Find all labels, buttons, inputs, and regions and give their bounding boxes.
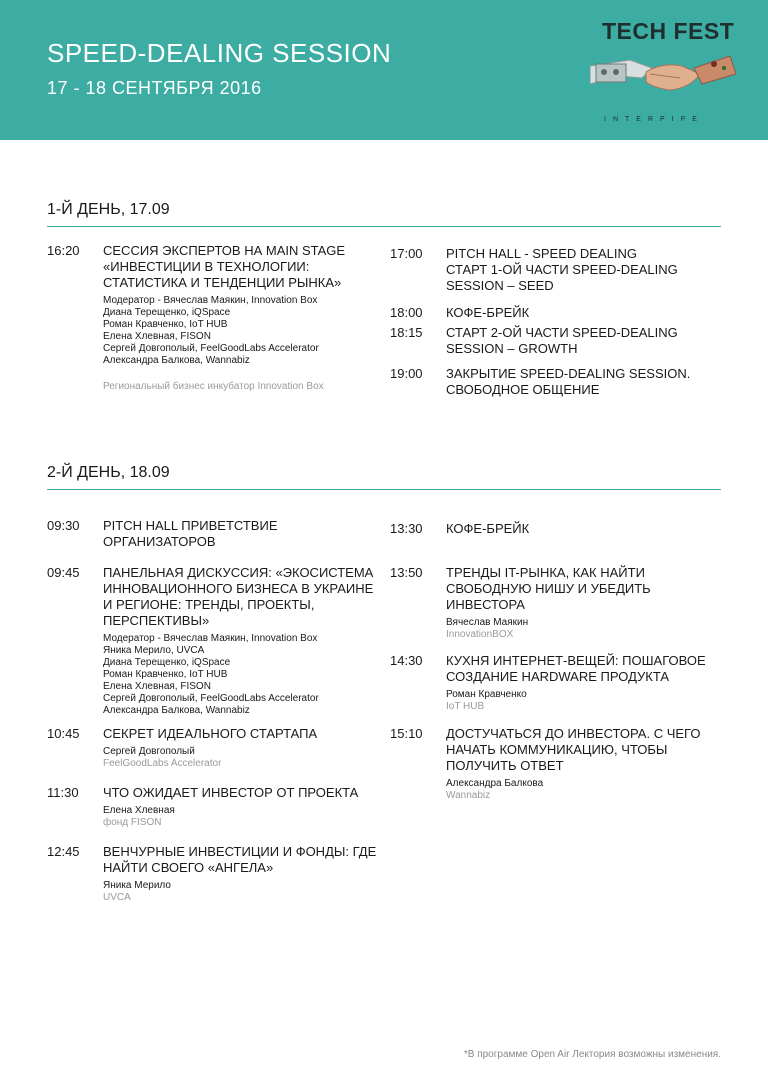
session-title: СЕССИЯ ЭКСПЕРТОВ НА MAIN STAGE «ИНВЕСТИЦИИ В ТЕХНОЛОГИИ: СТАТИСТИКА И ТЕНДЕНЦИИ РЫНКА» bbox=[103, 243, 346, 290]
session-title: PITCH HALL ПРИВЕТСТВИЕ ОРГАНИЗАТОРОВ bbox=[103, 518, 278, 549]
session-title: КОФЕ-БРЕЙК bbox=[446, 521, 530, 536]
handshake-icon bbox=[590, 44, 740, 114]
speaker-org: фонд FISON bbox=[103, 817, 162, 828]
event-dates: 17 - 18 СЕНТЯБРЯ 2016 bbox=[47, 78, 262, 98]
speaker-line: Сергей Довгополый, FeelGoodLabs Accelerator bbox=[103, 343, 319, 354]
techfest-logo bbox=[590, 14, 740, 132]
speaker-org: IoT HUB bbox=[446, 701, 485, 712]
day1-heading: 1-Й ДЕНЬ, 17.09 bbox=[47, 201, 170, 218]
speaker-org: Wannabiz bbox=[446, 790, 491, 801]
speaker-line: Елена Хлевная, FISON bbox=[103, 681, 211, 692]
session-title: КОФЕ-БРЕЙК bbox=[446, 305, 530, 320]
speaker-org: FeelGoodLabs Accelerator bbox=[103, 758, 222, 769]
session-time: 13:30 bbox=[390, 521, 423, 536]
speaker-line: Диана Терещенко, iQSpace bbox=[103, 307, 231, 318]
speaker-name: Елена Хлевная bbox=[103, 805, 175, 816]
session-title: КУХНЯ ИНТЕРНЕТ-ВЕЩЕЙ: ПОШАГОВОЕ СОЗДАНИЕ HARDWARE ПРОДУКТА bbox=[446, 653, 706, 684]
session-venue: Региональный бизнес инкубатор Innovation Box bbox=[103, 381, 324, 392]
speaker-name: Сергей Довгополый bbox=[103, 746, 195, 757]
session-time: 18:15 bbox=[390, 325, 423, 340]
session-time: 17:00 bbox=[390, 246, 423, 261]
speaker-line: Александра Балкова, Wannabiz bbox=[103, 705, 250, 716]
speaker-line: Роман Кравченко, IoT HUB bbox=[103, 669, 228, 680]
speaker-line: Модератор - Вячеслав Маякин, Innovation Box bbox=[103, 633, 318, 644]
speaker-line: Модератор - Вячеслав Маякин, Innovation Box bbox=[103, 295, 318, 306]
logo-wordmark: TECH FEST bbox=[602, 18, 735, 44]
footnote: *В программе Open Air Лектория возможны изменения. bbox=[463, 1049, 721, 1060]
speaker-line: Диана Терещенко, iQSpace bbox=[103, 657, 231, 668]
speaker-name: Александра Балкова bbox=[446, 778, 544, 789]
logo-subtitle: INTERPIPE bbox=[604, 116, 704, 123]
speaker-line: Яника Мерило, UVCA bbox=[103, 645, 205, 656]
session-time: 15:10 bbox=[390, 726, 423, 741]
session-title: ЗАКРЫТИЕ SPEED-DEALING SESSION. СВОБОДНОЕ ОБЩЕНИЕ bbox=[446, 366, 691, 397]
session-time: 09:30 bbox=[47, 518, 80, 533]
session-title: ВЕНЧУРНЫЕ ИНВЕСТИЦИИ И ФОНДЫ: ГДЕ НАЙТИ СВОЕГО «АНГЕЛА» bbox=[103, 844, 377, 875]
session-title: СЕКРЕТ ИДЕАЛЬНОГО СТАРТАПА bbox=[103, 726, 318, 741]
session-time: 19:00 bbox=[390, 366, 423, 381]
speaker-org: InnovationBOX bbox=[446, 629, 514, 640]
session-title: ДОСТУЧАТЬСЯ ДО ИНВЕСТОРА. С ЧЕГО НАЧАТЬ КОММУНИКАЦИЮ, ЧТОБЫ ПОЛУЧИТЬ ОТВЕТ bbox=[446, 726, 701, 773]
day2-heading: 2-Й ДЕНЬ, 18.09 bbox=[47, 464, 170, 481]
header-banner bbox=[0, 0, 768, 140]
speaker-name: Яника Мерило bbox=[103, 880, 171, 891]
speaker-list bbox=[103, 633, 383, 717]
session-time: 12:45 bbox=[47, 844, 80, 859]
session-time: 11:30 bbox=[47, 785, 79, 800]
day1-divider bbox=[47, 226, 721, 227]
session-title: СТАРТ 2-ОЙ ЧАСТИ SPEED-DEALING SESSION – GROWTH bbox=[446, 325, 678, 356]
speaker-list bbox=[103, 295, 383, 367]
session-title: PITCH HALL - SPEED DEALING СТАРТ 1-ОЙ ЧАСТИ SPEED-DEALING SESSION – SEED bbox=[446, 246, 678, 293]
speaker-name: Вячеслав Маякин bbox=[446, 617, 529, 628]
session-time: 18:00 bbox=[390, 305, 423, 320]
session-title: ЧТО ОЖИДАЕТ ИНВЕСТОР ОТ ПРОЕКТА bbox=[103, 785, 359, 800]
speaker-line: Александра Балкова, Wannabiz bbox=[103, 355, 250, 366]
session-title: ПАНЕЛЬНАЯ ДИСКУССИЯ: «ЭКОСИСТЕМА ИННОВАЦИОННОГО БИЗНЕСА В УКРАИНЕ И РЕГИОНЕ: ТРЕНДЫ, ПРОЕКТЫ, ПЕРСПЕКТИВЫ» bbox=[103, 565, 374, 628]
session-time: 10:45 bbox=[47, 726, 80, 741]
session-time: 16:20 bbox=[47, 243, 80, 258]
speaker-line: Роман Кравченко, IoT HUB bbox=[103, 319, 228, 330]
day2-divider bbox=[47, 489, 721, 490]
page-title: SPEED-DEALING SESSION bbox=[47, 38, 392, 68]
speaker-line: Елена Хлевная, FISON bbox=[103, 331, 211, 342]
speaker-org: UVCA bbox=[103, 892, 131, 903]
session-title: ТРЕНДЫ IT-РЫНКА, КАК НАЙТИ СВОБОДНУЮ НИШУ И УБЕДИТЬ ИНВЕСТОРА bbox=[446, 565, 651, 612]
speaker-line: Сергей Довгополый, FeelGoodLabs Accelerator bbox=[103, 693, 319, 704]
session-time: 13:50 bbox=[390, 565, 423, 580]
session-time: 14:30 bbox=[390, 653, 423, 668]
speaker-name: Роман Кравченко bbox=[446, 689, 527, 700]
session-time: 09:45 bbox=[47, 565, 80, 580]
